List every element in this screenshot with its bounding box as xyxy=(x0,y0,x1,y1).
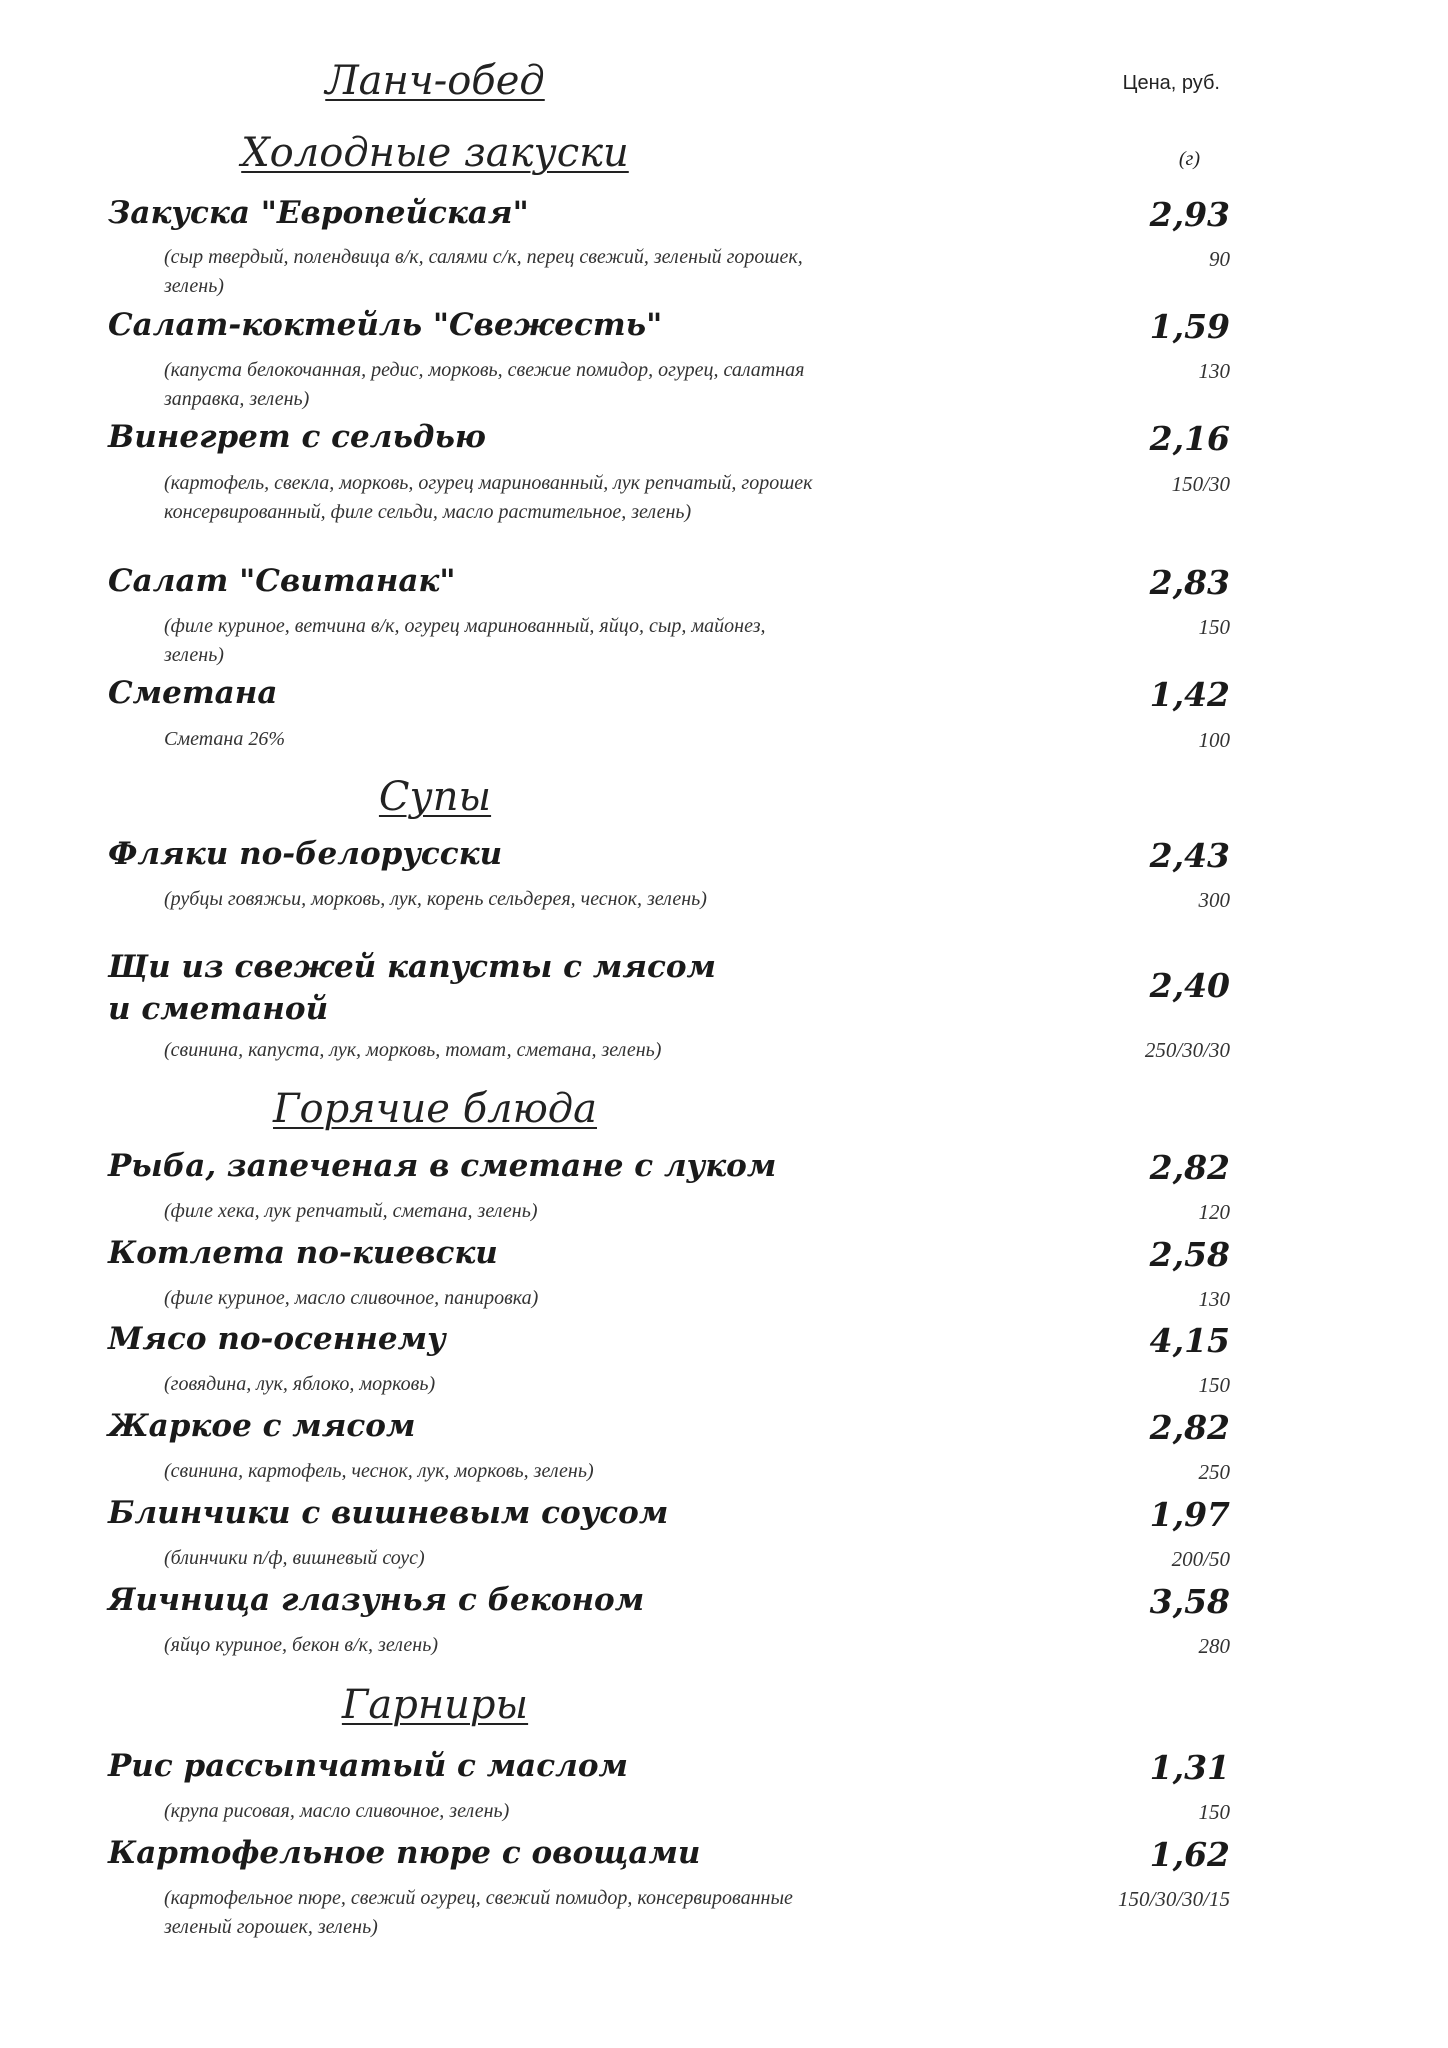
dish-name: Фляки по-белорусски xyxy=(108,836,503,872)
dish-description: (картофель, свекла, морковь, огурец маринованный, лук репчатый, горошек консервированный, филе сельди, масло растительное, зелень) xyxy=(164,472,813,523)
dish-price: 2,40 xyxy=(1149,966,1230,1005)
price-column-label: Цена, руб. xyxy=(1122,72,1220,94)
section-cold-appetizers: Холодные закуски xyxy=(241,130,629,176)
dish-description: (картофельное пюре, свежий огурец, свежий помидор, консервированные зеленый горошек, зелень) xyxy=(164,1887,793,1938)
dish-name: Салат "Свитанак" xyxy=(108,563,456,599)
dish-name: Мясо по-осеннему xyxy=(108,1321,446,1357)
dish-price: 2,16 xyxy=(1149,419,1230,458)
dish-weight: 120 xyxy=(1198,1200,1230,1224)
dish-description: (сыр твердый, полендвица в/к, салями с/к, перец свежий, зеленый горошек, зелень) xyxy=(164,246,803,297)
dish-name: Блинчики с вишневым соусом xyxy=(108,1495,669,1531)
dish-description: (крупа рисовая, масло сливочное, зелень) xyxy=(164,1800,510,1822)
dish-description: Сметана 26% xyxy=(164,728,285,750)
dish-description: (яйцо куриное, бекон в/к, зелень) xyxy=(164,1634,438,1656)
dish-price: 2,83 xyxy=(1149,563,1230,602)
weight-unit-label: (г) xyxy=(1178,148,1200,170)
dish-name: Закуска "Европейская" xyxy=(108,195,529,231)
dish-description: (филе куриное, ветчина в/к, огурец маринованный, яйцо, сыр, майонез, зелень) xyxy=(164,615,766,666)
dish-price: 2,43 xyxy=(1149,836,1230,875)
section-soups: Супы xyxy=(378,774,492,820)
dish-name: Винегрет с сельдью xyxy=(108,419,486,455)
dish-name: Рис рассыпчатый с маслом xyxy=(108,1748,628,1784)
dish-description: (свинина, картофель, чеснок, лук, морковь, зелень) xyxy=(164,1460,594,1482)
dish-weight: 130 xyxy=(1198,1287,1230,1311)
dish-weight: 150 xyxy=(1198,1373,1230,1397)
dish-price: 1,62 xyxy=(1149,1835,1230,1874)
dish-name: Картофельное пюре с овощами xyxy=(108,1835,701,1871)
dish-description: (филе куриное, масло сливочное, панировка) xyxy=(164,1287,539,1309)
dish-description: (свинина, капуста, лук, морковь, томат, сметана, зелень) xyxy=(164,1039,662,1061)
dish-weight: 250 xyxy=(1198,1460,1230,1484)
dish-name: Щи из свежей капусты с мясом и сметаной xyxy=(108,949,717,1027)
dish-name: Рыба, запеченая в сметане с луком xyxy=(108,1148,777,1184)
dish-weight: 280 xyxy=(1198,1634,1230,1658)
menu-title: Ланч-обед xyxy=(325,58,545,104)
dish-weight: 150/30 xyxy=(1171,472,1230,496)
dish-name: Яичница глазунья с беконом xyxy=(108,1582,645,1618)
dish-weight: 150 xyxy=(1198,1800,1230,1824)
dish-description: (блинчики п/ф, вишневый соус) xyxy=(164,1547,425,1569)
dish-price: 1,31 xyxy=(1149,1748,1230,1787)
dish-price: 1,42 xyxy=(1149,675,1230,714)
dish-description: (капуста белокочанная, редис, морковь, свежие помидор, огурец, салатная заправка, зелень) xyxy=(164,359,805,410)
section-hot-dishes: Горячие блюда xyxy=(273,1086,597,1132)
dish-name: Салат-коктейль "Свежесть" xyxy=(108,307,663,343)
dish-weight: 200/50 xyxy=(1171,1547,1230,1571)
dish-price: 3,58 xyxy=(1149,1582,1230,1621)
dish-name: Котлета по-киевски xyxy=(108,1235,498,1271)
dish-weight: 300 xyxy=(1198,888,1230,912)
dish-price: 2,82 xyxy=(1149,1148,1230,1187)
dish-price: 2,93 xyxy=(1149,195,1230,234)
dish-description: (филе хека, лук репчатый, сметана, зелень) xyxy=(164,1200,538,1222)
dish-weight: 90 xyxy=(1209,247,1230,271)
dish-price: 1,59 xyxy=(1149,307,1230,346)
dish-price: 4,15 xyxy=(1149,1321,1230,1360)
dish-weight: 150/30/30/15 xyxy=(1117,1887,1230,1911)
dish-description: (говядина, лук, яблоко, морковь) xyxy=(164,1373,436,1395)
dish-name: Жаркое с мясом xyxy=(108,1408,416,1444)
section-garnishes: Гарниры xyxy=(341,1682,529,1728)
dish-price: 2,82 xyxy=(1149,1408,1230,1447)
dish-weight: 150 xyxy=(1198,615,1230,639)
dish-description: (рубцы говяжьи, морковь, лук, корень сельдерея, чеснок, зелень) xyxy=(164,888,707,910)
dish-name: Сметана xyxy=(108,675,278,711)
dish-weight: 100 xyxy=(1198,728,1230,752)
dish-weight: 130 xyxy=(1198,359,1230,383)
dish-price: 2,58 xyxy=(1149,1235,1230,1274)
dish-price: 1,97 xyxy=(1149,1495,1230,1534)
dish-weight: 250/30/30 xyxy=(1144,1038,1230,1062)
